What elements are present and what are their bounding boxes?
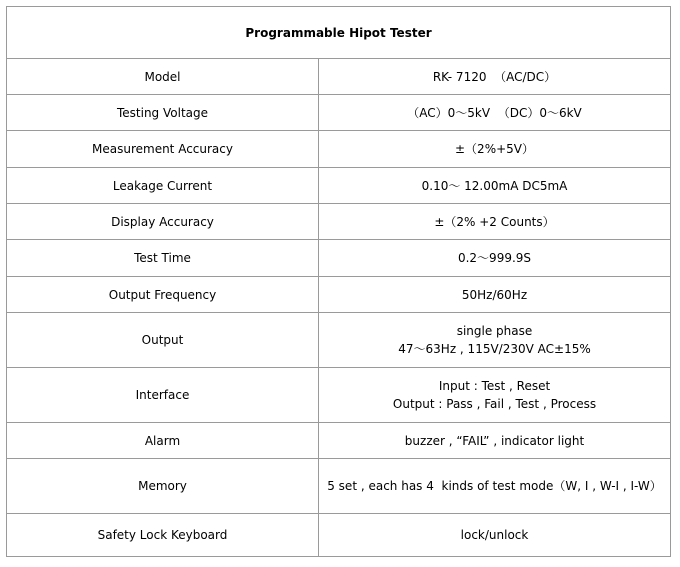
row-value	[319, 277, 671, 313]
row-value-line: lock/unlock	[460, 528, 529, 542]
row-value	[319, 131, 671, 168]
row-value	[319, 240, 671, 277]
table-row	[7, 459, 671, 514]
table-row	[7, 204, 671, 240]
row-label: Interface	[7, 368, 319, 423]
row-value-line: 0.10～ 12.00mA DC5mA	[421, 178, 568, 193]
row-label: Safety Lock Keyboard	[7, 514, 319, 557]
table-row	[7, 368, 671, 423]
row-value-line: 47～63Hz , 115V/230V AC±15%	[398, 342, 591, 356]
row-value	[319, 514, 671, 557]
title-row	[7, 7, 671, 59]
table-row	[7, 313, 671, 368]
row-label: Display Accuracy	[7, 204, 319, 240]
row-value	[319, 423, 671, 459]
row-value-line: ±（2% +2 Counts）	[434, 214, 555, 229]
row-label: Model	[7, 59, 319, 95]
row-value	[319, 313, 671, 368]
row-value	[319, 204, 671, 240]
row-label: Output Frequency	[7, 277, 319, 313]
row-label: Memory	[7, 459, 319, 514]
row-label: Alarm	[7, 423, 319, 459]
row-label: Leakage Current	[7, 168, 319, 204]
row-value	[319, 59, 671, 95]
table-row	[7, 277, 671, 313]
row-value-line: 50Hz/60Hz	[461, 287, 528, 302]
table-row	[7, 131, 671, 168]
table-title: Programmable Hipot Tester	[7, 7, 671, 59]
row-label: Measurement Accuracy	[7, 131, 319, 168]
row-value-line: single phase	[456, 324, 533, 338]
row-value	[319, 368, 671, 423]
table-row	[7, 59, 671, 95]
row-label: Testing Voltage	[7, 95, 319, 131]
table-row	[7, 168, 671, 204]
row-value	[319, 168, 671, 204]
row-label: Test Time	[7, 240, 319, 277]
row-value-line: （AC）0～5kV （DC）0～6kV	[407, 105, 582, 120]
row-value	[319, 95, 671, 131]
row-value-line: Input : Test , Reset	[438, 379, 551, 393]
row-value-line: buzzer , “FAIL” , indicator light	[404, 433, 585, 448]
row-value-line: 0.2～999.9S	[457, 251, 532, 265]
row-value	[319, 459, 671, 514]
row-value-line: ±（2%+5V）	[455, 142, 534, 156]
table-row	[7, 95, 671, 131]
row-value-line: 5 set , each has 4 kinds of test mode（W, I , W-I , I-W）	[327, 479, 662, 493]
row-value-line: RK- 7120 （AC/DC）	[432, 69, 557, 84]
row-value-line: Output : Pass , Fail , Test , Process	[392, 397, 597, 411]
table-row	[7, 240, 671, 277]
spec-table	[6, 6, 671, 557]
table-row	[7, 514, 671, 557]
table-row	[7, 423, 671, 459]
row-label: Output	[7, 313, 319, 368]
